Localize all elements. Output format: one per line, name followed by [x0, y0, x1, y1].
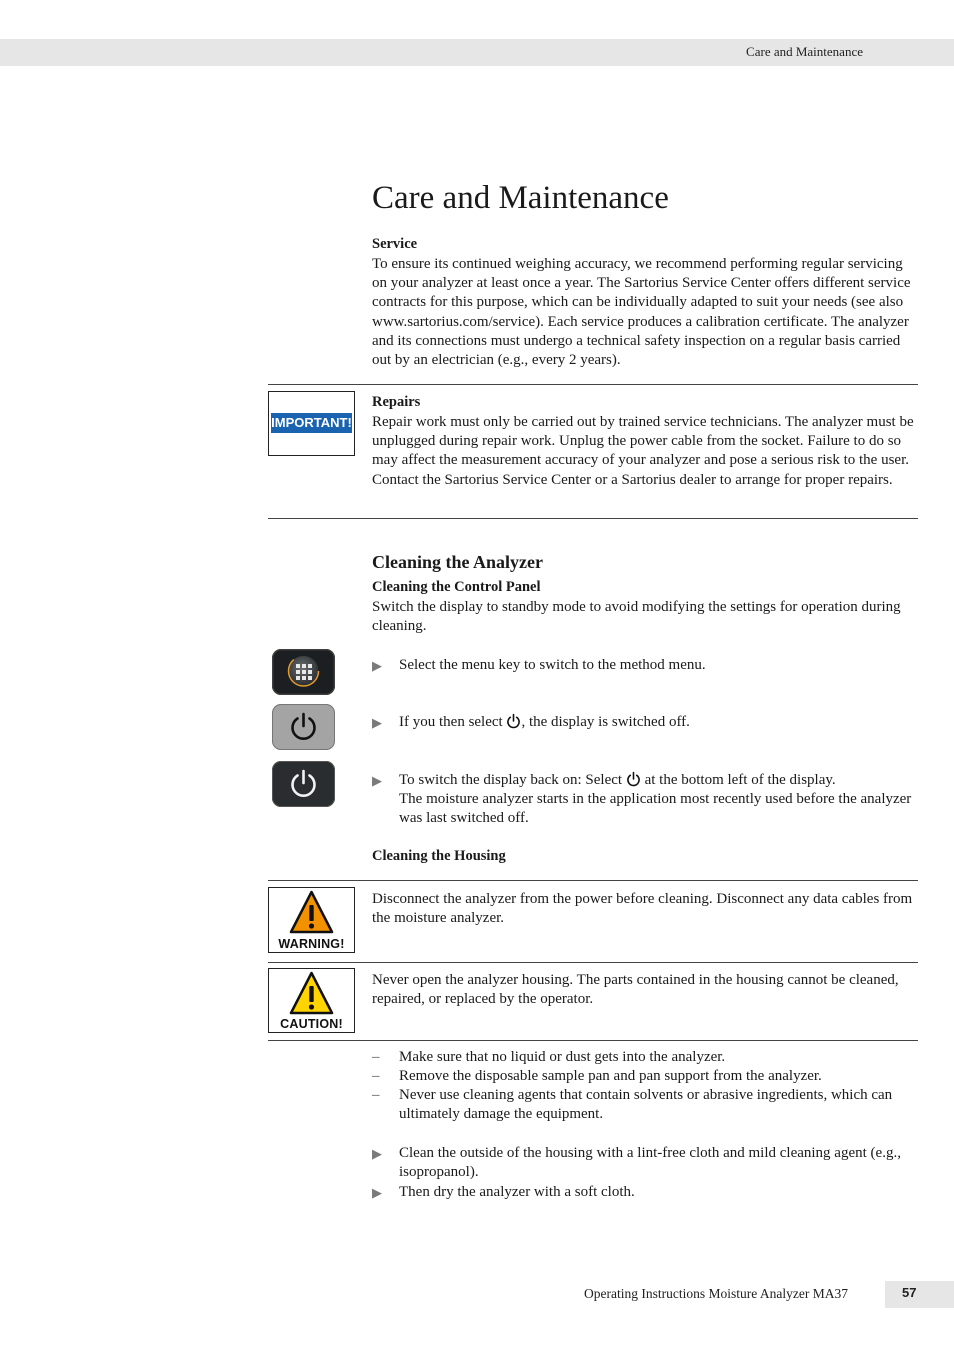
- service-heading: Service: [372, 236, 418, 252]
- divider-rule: [268, 1040, 918, 1041]
- important-label: IMPORTANT!: [271, 413, 352, 433]
- caution-text: Never open the analyzer housing. The parts contained in the housing cannot be cleaned, repaired, or replaced by the operator.: [372, 972, 899, 1008]
- footer-doc-title: Operating Instructions Moisture Analyzer MA37: [584, 1286, 848, 1301]
- important-badge: [268, 391, 355, 456]
- service-text: To ensure its continued weighing accuracy, we recommend performing regular servicing on your analyzer at least once a year. The Sartorius Service Center offers different service contracts for this purpose, which can be individually adapted to suit your needs (see also www.sartorius.com/service). Each service produces a calibration certificate. The analyzer and its connections must undergo a technical safety inspection on a regular basis carried out by an electrician (e.g., every 2 years).: [372, 256, 911, 369]
- power-icon: [272, 704, 335, 750]
- warning-text: Disconnect the analyzer from the power before cleaning. Disconnect any data cables from the moisture analyzer.: [372, 891, 913, 927]
- menu-key-button[interactable]: [272, 649, 335, 695]
- step-item: [372, 713, 917, 732]
- step-text-before: To switch the display back on: Select: [399, 772, 626, 788]
- menu-grid-icon: [272, 649, 335, 695]
- warning-label: WARNING!: [278, 937, 345, 951]
- step-marker: ▶: [372, 658, 382, 673]
- power-on-button[interactable]: [272, 761, 335, 807]
- repairs-heading: Repairs: [372, 394, 421, 410]
- dash-marker: –: [372, 1049, 380, 1065]
- page-number-box: [885, 1281, 954, 1308]
- repairs-text: Repair work must only be carried out by trained service technicians. The analyzer must be unplugged during repair work. Unplug the power cable from the socket. Failure to do so may affect the measurement accuracy of your analyzer and pose a serious risk to the user. Contact the Sartorius Service Center or a Sartorius dealer to arrange for proper repairs.: [372, 414, 914, 488]
- step-text: Then dry the analyzer with a soft cloth.: [399, 1184, 635, 1200]
- power-icon: [626, 771, 641, 787]
- step-text: [399, 713, 917, 732]
- step-marker: ▶: [372, 773, 382, 788]
- step-text-before: If you then select: [399, 714, 507, 730]
- divider-rule: [268, 384, 918, 385]
- step-item: [372, 1144, 917, 1182]
- list-item-text: Remove the disposable sample pan and pan support from the analyzer.: [399, 1068, 822, 1084]
- step-marker: ▶: [372, 1185, 382, 1200]
- list-item: [372, 1086, 917, 1124]
- dash-marker: –: [372, 1068, 380, 1084]
- cleaning-heading: Cleaning the Analyzer: [372, 552, 543, 572]
- step-marker: ▶: [372, 715, 382, 730]
- dash-marker: –: [372, 1087, 380, 1103]
- step-text: [399, 771, 917, 829]
- list-item: [372, 1048, 917, 1067]
- running-header-section: Care and Maintenance: [746, 44, 863, 59]
- step-text-continued: The moisture analyzer starts in the application most recently used before the analyzer was last switched off.: [399, 791, 912, 827]
- caution-badge: [268, 968, 355, 1033]
- caution-triangle-icon: [289, 971, 334, 1015]
- control-panel-intro: Switch the display to standby mode to avoid modifying the settings for operation during cleaning.: [372, 599, 901, 635]
- divider-rule: [268, 962, 918, 963]
- step-text: Clean the outside of the housing with a lint-free cloth and mild cleaning agent (e.g., isopropanol).: [399, 1145, 901, 1181]
- housing-heading: Cleaning the Housing: [372, 848, 506, 864]
- power-icon: [506, 713, 521, 729]
- divider-rule: [268, 518, 918, 519]
- control-panel-heading: Cleaning the Control Panel: [372, 579, 541, 595]
- warning-badge: [268, 887, 355, 953]
- list-item-text: Make sure that no liquid or dust gets into the analyzer.: [399, 1049, 726, 1065]
- warning-triangle-icon: [289, 890, 334, 934]
- step-text-after: at the bottom left of the display.: [640, 772, 836, 788]
- step-text: Select the menu key to switch to the method menu.: [399, 657, 706, 673]
- power-off-button[interactable]: [272, 704, 335, 750]
- caution-label: CAUTION!: [280, 1017, 343, 1031]
- step-text-after: , the display is switched off.: [521, 714, 690, 730]
- list-item: [372, 1067, 917, 1086]
- page-number: 57: [902, 1285, 917, 1300]
- step-item: [372, 771, 917, 829]
- power-icon: [272, 761, 335, 807]
- page-title: Care and Maintenance: [372, 180, 669, 216]
- divider-rule: [268, 880, 918, 881]
- list-item-text: Never use cleaning agents that contain solvents or abrasive ingredients, which can ultimately damage the equipment.: [399, 1087, 893, 1123]
- step-item: [372, 656, 917, 675]
- step-marker: ▶: [372, 1146, 382, 1161]
- step-item: [372, 1183, 917, 1202]
